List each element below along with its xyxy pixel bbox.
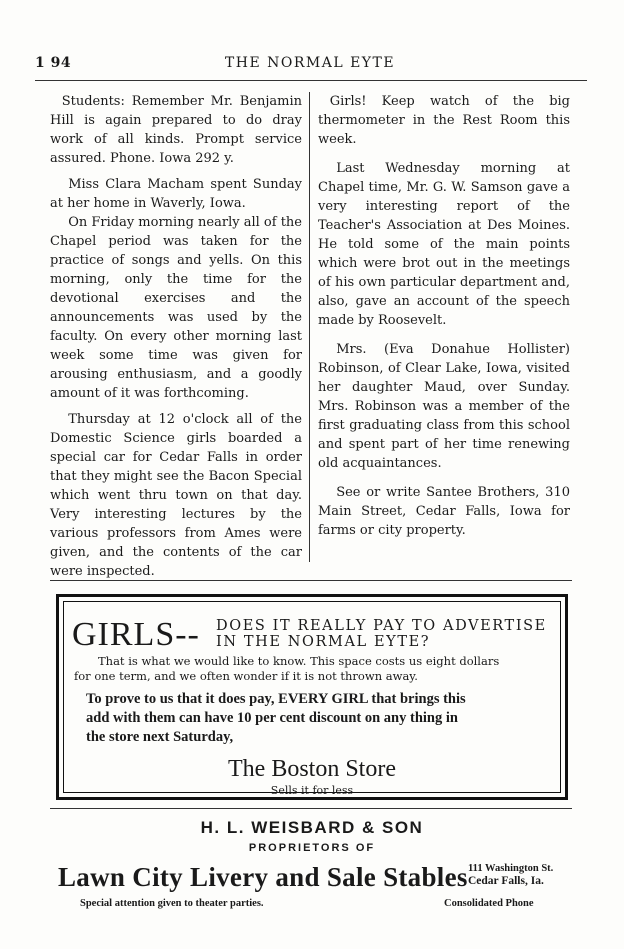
page-number: 1 94 (35, 55, 72, 71)
article-hill-dray: Students: Remember Mr. Benjamin Hill is again prepared to do dray work of all kinds. Prompt service assured. Phone. Iowa 292 y. (50, 94, 302, 166)
advert-question-line1: DOES IT REALLY PAY TO ADVERTISE (216, 618, 547, 634)
column-divider (309, 92, 310, 562)
advert-body-line1: That is what we would like to know. This space costs us eight dollars (98, 654, 500, 668)
page-header (35, 55, 585, 79)
left-column (50, 92, 302, 588)
article-chapel-songs: On Friday morning nearly all of the Chapel period was taken for the practice of songs and yells. On this morning, only the time for the devotional exercises and the announcements was used by the faculty. On every other morning last week some time was given for arousing enthusiasm, and a goodly amount of it was forthcoming. (50, 215, 302, 401)
livery-proprietors: PROPRIETORS OF (248, 842, 376, 854)
article-robinson-visit: Mrs. (Eva Donahue Hollister) Robinson, of Clear Lake, Iowa, visited her daughter Maud, over Sunday. Mrs. Robinson was a member of the first graduating class from this school and spent part of her time renewing old acquaintances. (318, 342, 570, 471)
running-title: THE NORMAL EYTE (224, 55, 396, 71)
header-rule (35, 80, 587, 81)
advert-tagline: Sells it for less (270, 784, 354, 797)
livery-note-phone: Consolidated Phone (444, 898, 534, 909)
advert-body-line2: for one term, and we often wonder if it is not thrown away. (74, 669, 418, 683)
advert-question (216, 618, 566, 650)
article-domestic-science: Thursday at 12 o'clock all of the Domestic Science girls boarded a special car for Cedar Falls in order that they might see the Bacon Special which went thru town on that day. Very interesting lectures by the various professors from Ames were given, and the contents of the car were inspected. (50, 412, 302, 579)
article-santee-brothers: See or write Santee Brothers, 310 Main Street, Cedar Falls, Iowa for farms or city property. (318, 485, 570, 538)
article-samson-report: Last Wednesday morning at Chapel time, Mr. G. W. Samson gave a very interesting report of the Teacher's Association at Des Moines. He told some of the main points which were brot out in the meetings of his own particular department and, also, gave an account of the speech made by Roosevelt. (318, 161, 570, 328)
section-rule-top (50, 580, 572, 581)
advert-inner-border (63, 601, 561, 797)
right-column (318, 92, 570, 547)
livery-business-name: Lawn City Livery and Sale Stables (58, 862, 468, 892)
livery-note-theater: Special attention given to theater parties. (80, 898, 264, 909)
advert-headline: GIRLS-- (72, 616, 200, 653)
advert-store-name: The Boston Store (228, 756, 396, 782)
livery-firm-name: H. L. WEISBARD & SON (200, 818, 424, 837)
advert-question-line2: IN THE NORMAL EYTE? (216, 634, 431, 650)
article-thermometer: Girls! Keep watch of the big thermometer in the Rest Room this week. (318, 94, 570, 147)
boston-store-advert (56, 594, 568, 800)
section-rule-bottom (50, 808, 572, 809)
livery-address-street: 111 Washington St. (468, 863, 554, 874)
advert-offer-line2: add with them can have 10 per cent discount on any thing in (86, 710, 458, 726)
livery-address-city: Cedar Falls, Ia. (468, 875, 544, 887)
article-macham-visit: Miss Clara Macham spent Sunday at her home in Waverly, Iowa. (50, 177, 302, 211)
advert-offer-line3: the store next Saturday, (86, 729, 234, 745)
advert-offer-line1: To prove to us that it does pay, EVERY GIRL that brings this (86, 691, 466, 707)
